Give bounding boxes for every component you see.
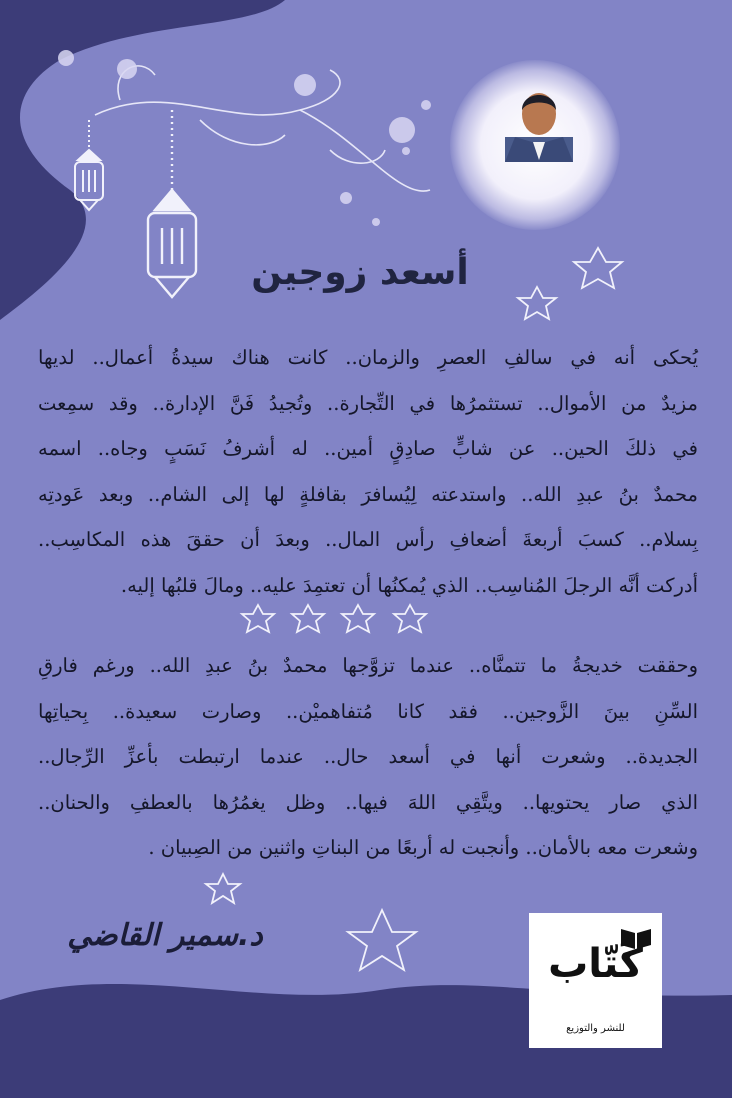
- text-line: مزيدٌ من الأموال.. تستثمرُها في التِّجارة.. وتُجيدُ فَنَّ الإدارة.. وقد سمِعت: [38, 391, 698, 415]
- story-paragraph-1: [38, 335, 698, 608]
- text-line: السِّنِ بينَ الزَّوجين.. فقد كانا مُتفاهميْن.. وصارت سعيدة.. بِحياتِها: [38, 699, 698, 723]
- publisher-logo: [529, 913, 662, 1048]
- text-line: في ذلكَ الحين.. عن شابٍّ صادِقٍ أمين.. له أشرفُ نَسَبٍ وجاه.. اسمه: [38, 437, 698, 460]
- text-line: أدركت أنَّه الرجلَ المُناسِب.. الذي يُمكنُها أن تعتمِدَ عليه.. ومالَ قلبُها إليه.: [120, 573, 698, 597]
- author-name: د.سمير القاضي: [67, 918, 263, 953]
- text-line: محمدٌ بنُ عبدِ الله.. واستدعته لِيُسافرَ بقافلةٍ لها إلى الشام.. وبعد عَودتِه: [38, 482, 698, 506]
- logo-tagline: للنشر والتوزيع: [566, 1023, 625, 1034]
- lantern-icon: [75, 120, 103, 210]
- page-title: أسعد زوجين: [251, 252, 469, 293]
- portrait-photo: [505, 82, 573, 162]
- swirl-ornament: [95, 66, 430, 191]
- text-line: بِسلام.. كسبَ أربعةَ أضعافِ رأس المال.. وبعدَ أن حققَ هذه المكاسِب..: [38, 528, 699, 551]
- text-line: وشعرت معه بالأمان.. وأنجبت له أربعًا من البناتِ واثنين من الصِبيان .: [148, 836, 698, 859]
- author-portrait: [450, 60, 620, 230]
- logo-wordmark: كُتّاب: [548, 941, 643, 987]
- story-paragraph-2: [38, 643, 698, 871]
- text-line: الذي صار يحتويها.. ويتَّقِي اللهَ فيها.. وظل يغمُرُها بالعطفِ والحنان..: [38, 790, 698, 814]
- text-line: يُحكى أنه في سالفِ العصرِ والزمان.. كانت هناك سيدةُ أعمال.. لديها: [38, 346, 698, 369]
- text-line: وحققت خديجةُ ما تتمنَّاه.. عندما تزوَّجها محمدٌ بنُ عبدِ الله.. ورغم فارقِ: [38, 654, 698, 677]
- text-line: الجديدة.. وشعرت أنها في أسعد حال.. عندما ارتبطت بأعزِّ الرِّجال..: [38, 745, 698, 768]
- bubble-icon: [58, 50, 431, 226]
